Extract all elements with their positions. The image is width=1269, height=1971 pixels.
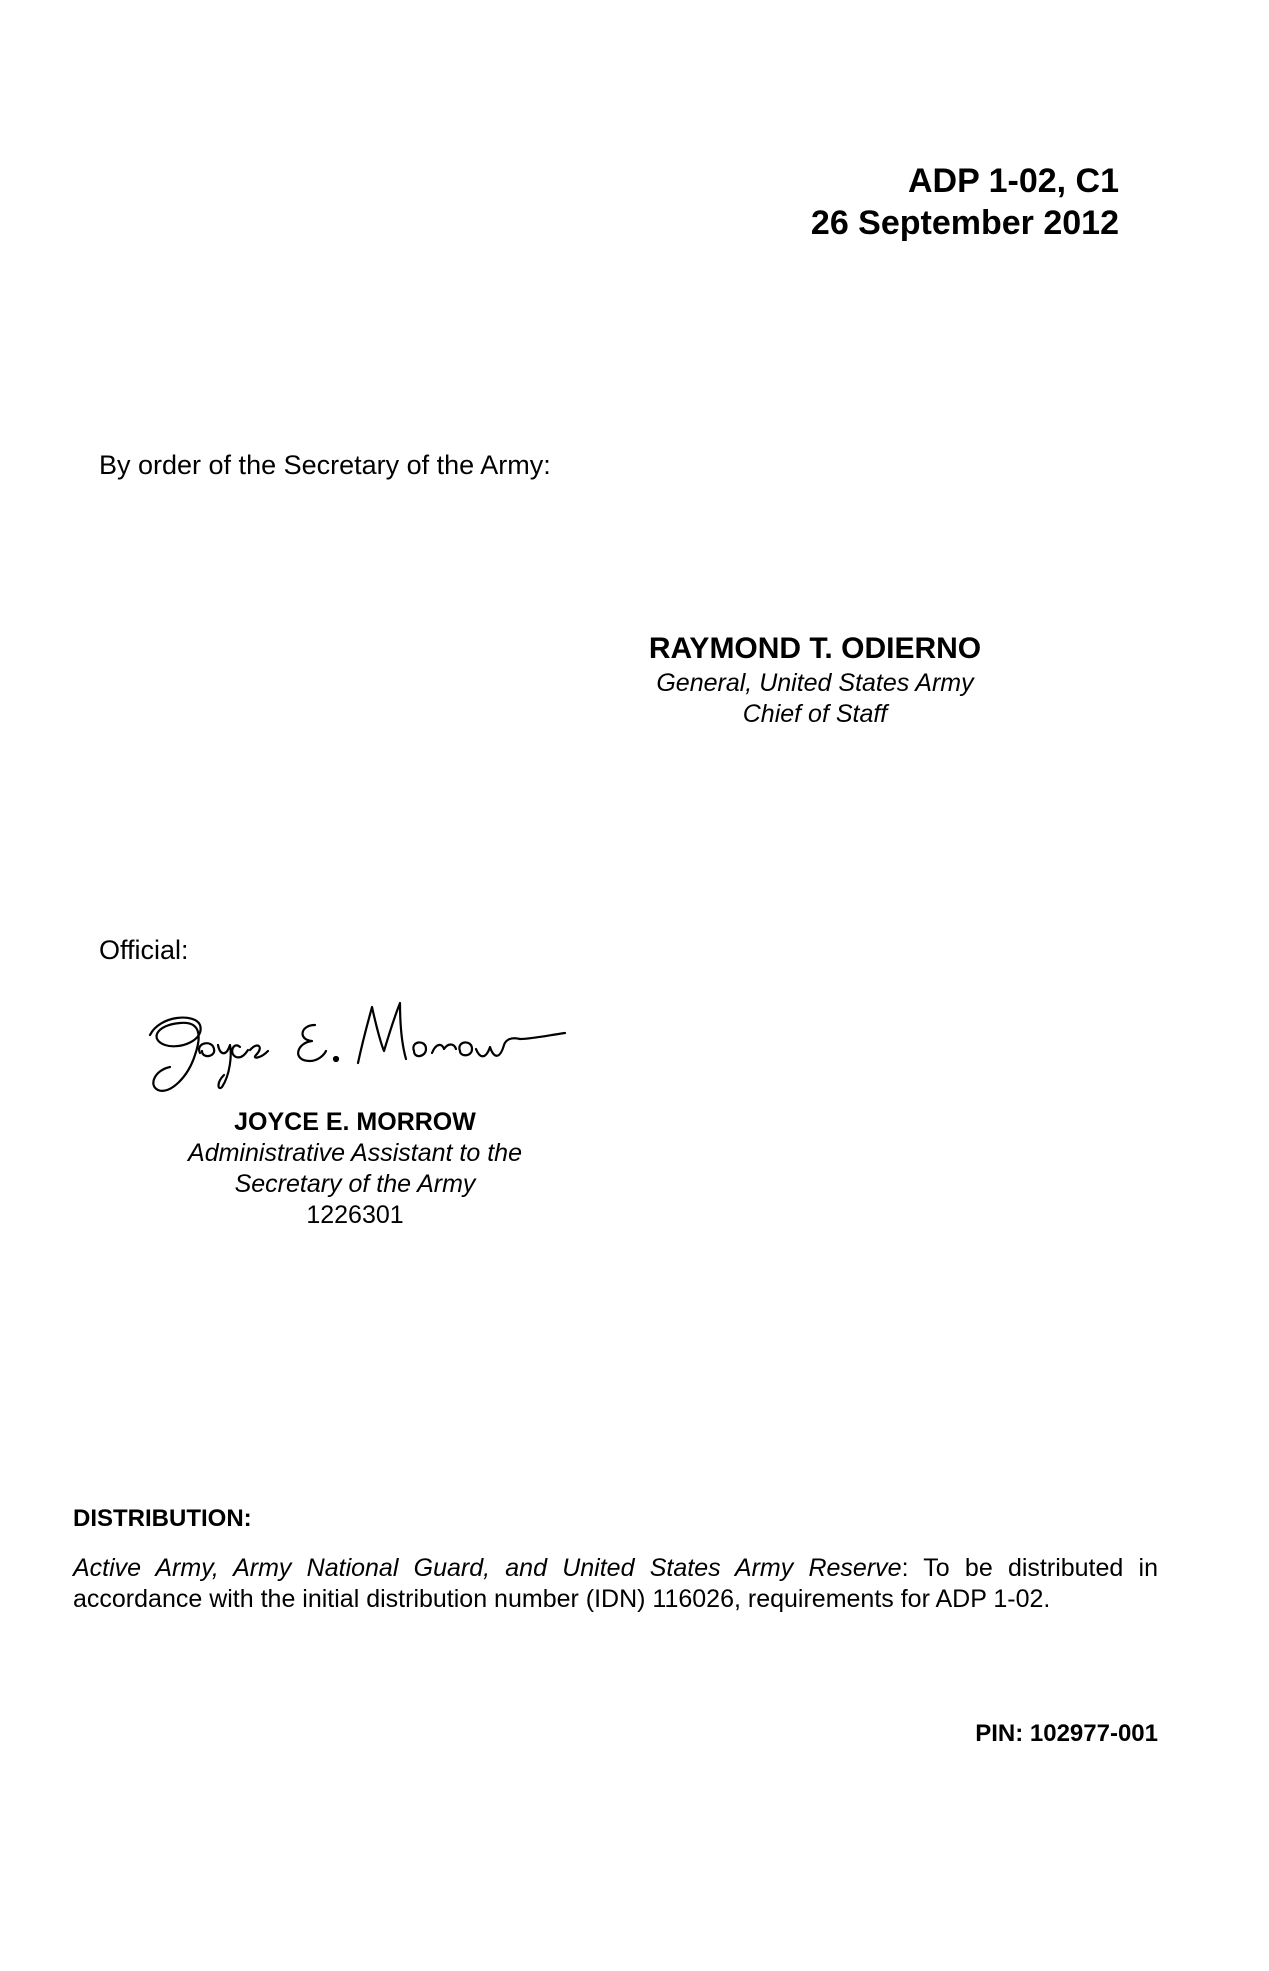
order-statement: By order of the Secretary of the Army:: [99, 450, 551, 480]
administrative-assistant-name: JOYCE E. MORROW: [234, 1108, 476, 1136]
chief-of-staff-block: [620, 630, 1010, 730]
distribution-text: : To be distributed in accordance with the initial distribution number (IDN) 116026, requirements for ADP 1-02.: [73, 1554, 1159, 1613]
chief-of-staff-rank: General, United States Army: [656, 669, 974, 697]
official-label: Official:: [99, 935, 189, 965]
administrative-assistant-title-line1: Administrative Assistant to the: [188, 1139, 522, 1167]
pin-number: PIN: 102977-001: [975, 1720, 1158, 1747]
administrative-assistant-number: 1226301: [306, 1201, 404, 1229]
publication-date: 26 September 2012: [810, 204, 1119, 242]
chief-of-staff-name: RAYMOND T. ODIERNO: [648, 632, 982, 665]
publication-number: ADP 1-02, C1: [907, 162, 1119, 200]
administrative-assistant-title-line2: Secretary of the Army: [234, 1170, 476, 1198]
handwritten-signature: [140, 995, 580, 1115]
document-header: [811, 160, 1119, 244]
distribution-recipients: Active Army, Army National Guard, and United States Army Reserve: [73, 1554, 902, 1582]
distribution-paragraph: [73, 1553, 1158, 1615]
administrative-assistant-block: [170, 1107, 540, 1231]
chief-of-staff-position: Chief of Staff: [742, 700, 888, 728]
distribution-heading: DISTRIBUTION:: [73, 1505, 252, 1532]
